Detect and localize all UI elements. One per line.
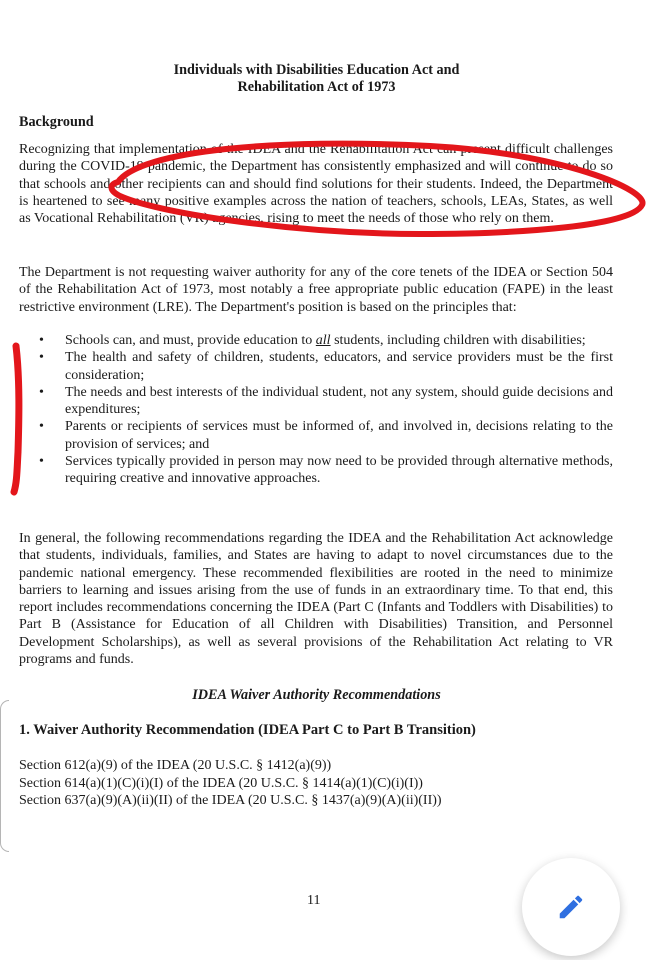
principle-item [19, 453, 613, 488]
principle-item [19, 332, 613, 349]
citation-line: Section 614(a)(1)(C)(i)(I) of the IDEA (20 U.S.C. § 1414(a)(1)(C)(i)(I)) [19, 775, 423, 791]
background-paragraph-3: In general, the following recommendations regarding the IDEA and the Rehabilitation Act acknowledge that students, individuals, families, and States are having to adapt to novel circumstances due to the pandemic national emergency. These recommended flexibilities are rooted in the need to minimize barriers to learning and issues arising from the use of funds in an extraordinary time. To that end, this report includes recommendations concerning the IDEA (Part C (Infants and Toddlers with Disabilities) to Part B (Assistance for Education of all Children with Disabilities) Transition, and Personnel Development Scholarships), as well as several provisions of the Rehabilitation Act relating to VR programs and funds. [19, 531, 613, 668]
principle-item [19, 349, 613, 384]
title-line-1: Individuals with Disabilities Education Act and [173, 62, 460, 78]
bullet-icon: • [39, 350, 44, 366]
pencil-edit-icon [556, 892, 586, 922]
bullet-icon: • [39, 419, 44, 435]
recommendation-title: 1. Waiver Authority Recommendation (IDEA Part C to Part B Transition) [19, 722, 476, 738]
bullet-icon: • [39, 454, 44, 470]
principles-list [19, 332, 613, 488]
edit-fab-button[interactable] [522, 858, 620, 956]
citation-list [19, 757, 442, 810]
background-heading: Background [19, 114, 94, 130]
citation-line: Section 637(a)(9)(A)(ii)(II) of the IDEA (20 U.S.C. § 1437(a)(9)(A)(ii)(II)) [19, 793, 442, 808]
section-heading: IDEA Waiver Authority Recommendations [192, 687, 441, 703]
background-paragraph-2: The Department is not requesting waiver authority for any of the core tenets of the IDEA or Section 504 of the Rehabilitation Act of 1973, most notably a free appropriate public education (FAPE) in the least restrictive environment (LRE). The Department's position is based on the principles that: [19, 265, 613, 315]
document-title [0, 62, 633, 96]
citation-line: Section 612(a)(9) of the IDEA (20 U.S.C. § 1412(a)(9)) [19, 758, 332, 773]
principle-text: The needs and best interests of the individual student, not any system, should guide decisions and expenditures; [65, 384, 613, 418]
background-paragraph-1: Recognizing that implementation of the IDEA and the Rehabilitation Act can present difficult challenges during the COVID-19 pandemic, the Department has consistently emphasized and will continue to do so that schools and other recipients can and should find solutions for their students. Indeed, the Department is heartened to see many positive examples across the nation of teachers, schools, LEAs, States, as well as Vocational Rehabilitation (VR) agencies, rising to meet the needs of those who rely on them. [19, 142, 613, 227]
principle-text: The health and safety of children, students, educators, and service providers must be the first consideration; [65, 350, 613, 383]
principle-item [19, 418, 613, 453]
selection-bracket [0, 700, 9, 852]
principle-text: Schools can, and must, provide education to [65, 333, 316, 348]
bullet-icon: • [39, 333, 44, 348]
bullet-icon: • [39, 384, 44, 400]
principle-text-tail: students, including children with disabilities; [330, 333, 586, 348]
title-line-2: Rehabilitation Act of 1973 [237, 79, 396, 95]
principle-text: Services typically provided in person may now need to be provided through alternative methods, requiring creative and innovative approaches. [65, 454, 613, 487]
principle-emphasis: all [315, 333, 331, 348]
principle-item [19, 384, 613, 419]
page-number: 11 [307, 893, 321, 908]
principle-text: Parents or recipients of services must be informed of, and involved in, decisions relating to the provision of services; and [65, 419, 613, 452]
